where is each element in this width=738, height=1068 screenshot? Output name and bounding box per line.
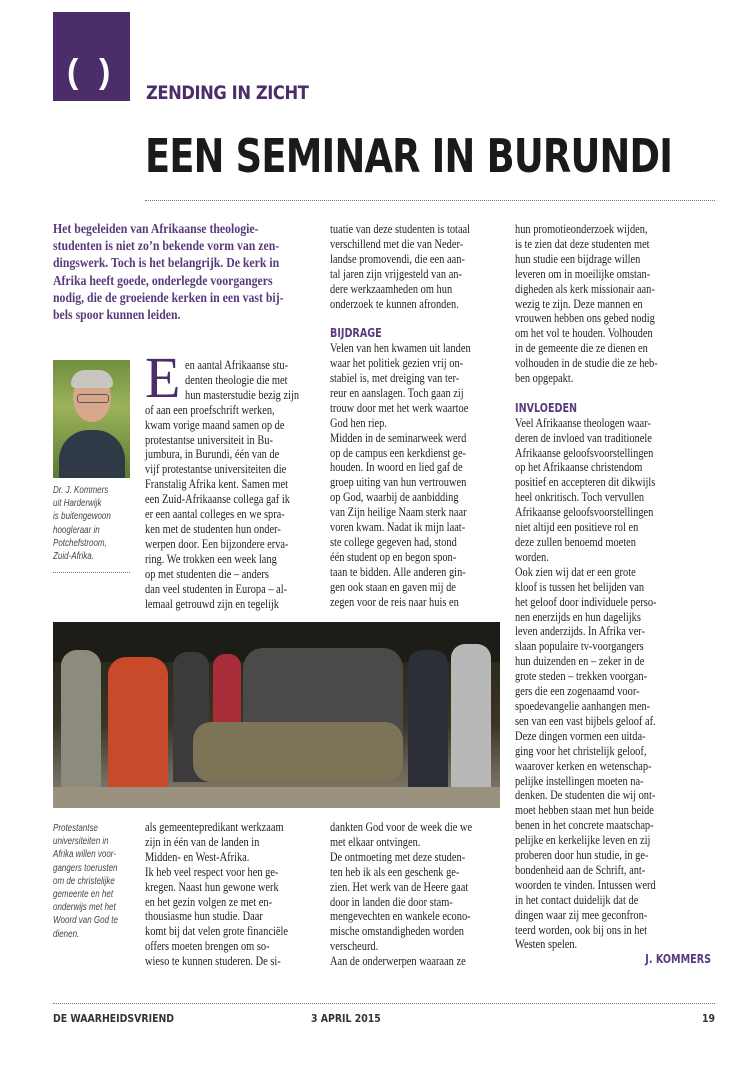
text-line: Ook zien wij dat er een grote [515, 563, 636, 579]
text-line: en aantal Afrikaanse stu- [185, 357, 289, 372]
text-line: het geloof door individuele perso- [515, 593, 657, 609]
column-3-para-a [515, 222, 711, 386]
text-line: wezig te zijn. Deze mannen en [515, 295, 643, 311]
text-line: teerd worden, ook bij ons in het [515, 921, 647, 937]
author-byline: J. KOMMERS [645, 952, 711, 967]
subheading-invloeden: INVLOEDEN [515, 400, 578, 415]
text-line: trouw door met het werk waartoe [330, 399, 469, 415]
text-line: offers moeten brengen om so- [145, 938, 270, 954]
text-line: in de gemeente die ze dienen en [515, 340, 648, 356]
text-line: pelijke en kerkelijke leven en zij [515, 832, 651, 848]
text-line: verscheurd. [330, 938, 379, 954]
text-line: tal jaren zijn vrijgesteld van an- [330, 265, 462, 281]
text-line: door in landen die door stam- [330, 893, 453, 909]
text-line: ken met de studenten hun onder- [145, 520, 281, 536]
text-line: zijn in één van de landen in [145, 833, 260, 849]
text-line: zien. Het werk van de Heere gaat [330, 878, 469, 894]
lead-paragraph [53, 220, 284, 323]
text-line: Afrika heeft goede, onderlegde voorgangers [53, 272, 273, 288]
column-2-para-b [330, 341, 471, 609]
text-line: Franstalig Afrika kent. Samen met [145, 476, 288, 492]
text-line: houden. In woord en lied gaf de [330, 459, 463, 475]
text-line: dingen waar zij mee geconfron- [515, 906, 648, 922]
text-line: wieso te kunnen studeren. De si- [145, 953, 281, 969]
text-line: op de campus een kerkdienst ge- [330, 444, 467, 460]
text-line: is buitengewoon [53, 511, 111, 523]
text-line: Het begeleiden van Afrikaanse theologie- [53, 221, 259, 236]
text-line: op het Afrikaanse christendom [515, 459, 643, 475]
text-line: er een aantal colleges en we spra- [145, 506, 285, 522]
text-line: komt bij dat velen grote financiële [145, 923, 288, 939]
text-line: ten heb ik als een geschenk ge- [330, 863, 460, 879]
logo-bracket-right: ) [99, 53, 111, 91]
text-line: op met studenten die – anders [145, 565, 269, 581]
text-line: denken. De studenten die wij ont- [515, 787, 656, 803]
text-line: gangers toerusten [53, 862, 118, 874]
text-line: moet hebben staan met hun beide [515, 802, 654, 818]
text-line: een Zuid-Afrikaanse collega gaf ik [145, 491, 290, 507]
caption-divider [53, 572, 130, 573]
subheading-bijdrage: BIJDRAGE [330, 326, 382, 341]
text-line: niet altijd een positieve rol en [515, 519, 639, 535]
text-line: Protestantse [53, 823, 98, 834]
group-photo [53, 622, 500, 808]
text-line: groep uiting van hun vertrouwen [330, 474, 467, 490]
text-line: van Zijn heilige Naam sterk naar [330, 504, 467, 520]
text-line: in het contact duidelijk dat de [515, 891, 639, 907]
text-line: God hen riep. [330, 414, 387, 430]
text-line: hoogleraar in [53, 524, 100, 536]
text-line: ste college gegeven had, stond [330, 534, 457, 550]
text-line: heel onkritisch. Toch vervullen [515, 489, 645, 505]
text-line: waarover kerken en wetenschap- [515, 757, 652, 773]
article-title: EEN SEMINAR IN BURUNDI [145, 129, 673, 183]
text-line: Afrika willen voor- [53, 849, 116, 861]
column-1-top [145, 358, 299, 611]
text-line: dienen. [53, 928, 80, 940]
text-line: dankten God voor de week die we [330, 819, 473, 834]
text-line: universiteiten in [53, 836, 109, 848]
text-line: kregen. Naast hun gewone werk [145, 878, 279, 894]
text-line: jumbura, in Burundi, één van de [145, 446, 280, 462]
portrait-caption [53, 484, 111, 563]
divider [145, 200, 715, 201]
text-line: Midden- en West-Afrika. [145, 848, 250, 864]
text-line: gemeente en het [53, 889, 114, 901]
text-line: op God, waarbij de aanbidding [330, 489, 459, 505]
text-line: worden. [515, 548, 549, 564]
text-line: hun masterstudie bezig zijn [185, 386, 300, 402]
text-line: slaan populaire tv-voorgangers [515, 638, 644, 654]
text-line: Afrikaanse geloofsvoorstellingen [515, 504, 654, 520]
text-line: spoedevangelie aanhangen men- [515, 697, 651, 713]
text-line: kloof is tussen het belijden van [515, 578, 645, 594]
text-line: met elkaar ontvingen. [330, 833, 421, 849]
logo-bracket-left: ( [67, 53, 79, 91]
text-line: mengevechten en wankele econo- [330, 908, 471, 924]
text-line: bels spoor kunnen leiden. [53, 306, 181, 322]
text-line: Midden in de seminarweek werd [330, 429, 467, 445]
text-line: Zuid-Afrika. [53, 551, 94, 563]
text-line: Deze dingen vormen een uitda- [515, 727, 646, 743]
text-line: deze zullen benoemd moeten [515, 534, 636, 550]
text-line: taan te bidden. Alle anderen gin- [330, 563, 466, 579]
text-line: Ik heb veel respect voor hen ge- [145, 863, 279, 879]
text-line: tuatie van deze studenten is totaal [330, 221, 471, 236]
text-line: volhouden in de studie die ze heb- [515, 355, 658, 371]
text-line: hun duizenden en – zeker in de [515, 653, 645, 669]
text-line: waar het politiek gezien vrij on- [330, 355, 464, 371]
text-line: of aan een proefschrift werken, [145, 401, 275, 417]
text-line: kwam vorige maand samen op de [145, 416, 285, 432]
text-line: is te zien dat deze studenten met [515, 235, 650, 251]
text-line: proberen door hun studie, in ge- [515, 847, 649, 863]
text-line: vrouwen hebben ons gebed nodig [515, 310, 655, 326]
text-line: uit Harderwijk [53, 498, 102, 510]
column-3 [515, 222, 711, 967]
text-line: Aan de onderwerpen waaraan ze [330, 953, 466, 969]
drop-cap: E [145, 345, 181, 410]
author-portrait [53, 360, 130, 478]
text-line: nen enerzijds en hun dagelijks [515, 608, 641, 624]
footer-divider [53, 1003, 715, 1004]
text-line: om het vol te houden. Volhouden [515, 325, 653, 341]
text-line: stabiel is, met dreiging van ter- [330, 370, 460, 386]
text-line: hun studie een bijdrage willen [515, 250, 641, 266]
photo-caption [53, 822, 118, 941]
text-line: De ontmoeting met deze studen- [330, 848, 466, 864]
text-line: zegen voor de reis naar huis en [330, 593, 459, 609]
text-line: onderwijs met het [53, 902, 116, 914]
text-line: deren de invloed van traditionele [515, 429, 652, 445]
text-line: Afrikaanse geloofsvoorstellingen [515, 444, 654, 460]
text-line: Westen spelen. [515, 936, 578, 952]
text-line: ging voor het christelijk geloof, [515, 742, 647, 758]
text-line: grote steden – trekken voorgan- [515, 668, 648, 684]
text-line: dere werkzaamheden om hun [330, 280, 453, 296]
text-line: protestantse universiteit in Bu- [145, 431, 273, 447]
text-line: en het gezin volgen ze met en- [145, 893, 273, 909]
text-line: dingswerk. Toch is het belangrijk. De kerk in [53, 255, 280, 271]
text-line: om de christelijke [53, 875, 115, 887]
text-line: leveren om in moeilijke omstan- [515, 265, 651, 281]
page-number: 19 [702, 1012, 716, 1025]
text-line: Woord van God te [53, 915, 118, 927]
section-logo [53, 12, 130, 101]
text-line: Dr. J. Kommers [53, 485, 109, 496]
text-line: Velen van hen kwamen uit landen [330, 340, 471, 356]
text-line: denten theologie die met [185, 371, 288, 387]
text-line: pelijke instellingen moeten na- [515, 772, 644, 788]
text-line: sen van een vast bijbels geloof af. [515, 712, 656, 728]
text-line: woorden te vinden. Intussen werd [515, 876, 656, 892]
text-line: werpen door. Een bijzondere erva- [145, 535, 289, 551]
text-line: nodig, die de groeiende kerken in een vast bij- [53, 289, 284, 305]
text-line: studenten is niet zo’n bekende vorm van zen- [53, 238, 280, 254]
text-line: hun promotieonderzoek wijden, [515, 221, 648, 236]
text-line: positief en accepteren dit dikwijls [515, 474, 656, 490]
section-kicker: ZENDING IN ZICHT [146, 82, 309, 104]
text-line: ring. We trokken een week lang [145, 550, 277, 566]
text-line: vijf protestantse universiteiten die [145, 461, 287, 477]
text-line: dan veel studenten in Europa – al- [145, 580, 288, 596]
column-1-bottom [145, 820, 288, 969]
column-2-top [330, 222, 471, 610]
text-line: lemaal getrouwd zijn en tegelijk [145, 595, 279, 611]
text-line: benen in het concrete maatschap- [515, 817, 654, 833]
text-line: onderzoek te kunnen afronden. [330, 295, 459, 311]
text-line: voren kwam. Nadat ik mijn laat- [330, 519, 466, 535]
text-line: reur en aanslagen. Toch gaan zij [330, 384, 464, 400]
text-line: Potchefstroom, [53, 537, 107, 549]
text-line: ben opgepakt. [515, 370, 574, 386]
text-line: leven anderzijds. In Afrika ver- [515, 623, 646, 639]
text-line: landse promovendi, die een aan- [330, 250, 465, 266]
text-line: Veel Afrikaanse theologen waar- [515, 414, 651, 430]
column-2-bottom [330, 820, 472, 969]
text-line: verschillend met die van Neder- [330, 235, 464, 251]
column-3-para-b [515, 416, 711, 953]
text-line: thousiasme hun studie. Daar [145, 908, 263, 924]
text-line: één student op en begon spon- [330, 548, 457, 564]
text-line: mische omstandigheden worden [330, 923, 465, 939]
text-line: gers die een zogenaamd voor- [515, 683, 640, 699]
footer-publication: DE WAARHEIDSVRIEND [53, 1012, 175, 1025]
text-line: bondenheid aan de Schrift, ant- [515, 861, 646, 877]
footer-date: 3 APRIL 2015 [311, 1012, 381, 1025]
column-2-para-a [330, 222, 471, 311]
text-line: als gemeentepredikant werkzaam [145, 819, 284, 834]
text-line: gen ook staan en gaven mij de [330, 578, 456, 594]
text-line: digheden als kerk missionair aan- [515, 280, 655, 296]
